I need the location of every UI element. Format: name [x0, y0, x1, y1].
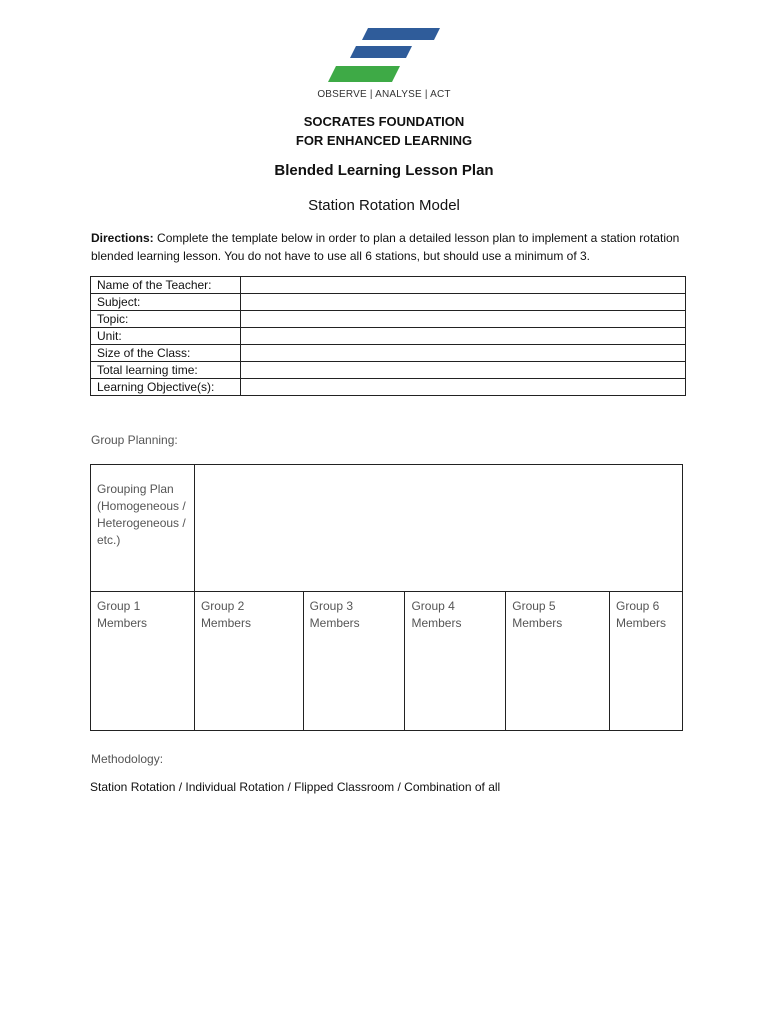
info-label-learning-time: Total learning time:	[91, 362, 241, 379]
logo-tagline: OBSERVE | ANALYSE | ACT	[317, 89, 451, 100]
group-planning-heading: Group Planning:	[91, 433, 178, 447]
directions-text: Complete the template below in order to plan a detailed lesson plan to implement a station rotation blended learning lesson. You do not have to use all 6 stations, but should use a minimum of 3.	[91, 231, 680, 263]
info-label-class-size: Size of the Class:	[91, 345, 241, 362]
logo-blue-stripe-top	[362, 28, 440, 40]
logo-green-stripe-bottom	[328, 66, 400, 82]
group-3-members-label: Group 3 Members	[309, 599, 360, 630]
info-field-subject[interactable]	[241, 294, 686, 311]
methodology-options: Station Rotation / Individual Rotation / Flipped Classroom / Combination of all	[90, 780, 501, 794]
info-field-learning-objectives[interactable]	[241, 379, 686, 396]
table-row	[91, 277, 686, 294]
logo-blue-stripe-middle	[350, 46, 412, 58]
group-6-members-label: Group 6 Members	[616, 599, 667, 630]
group-1-members-cell[interactable]	[91, 592, 195, 731]
info-field-class-size[interactable]	[241, 345, 686, 362]
info-label-subject: Subject:	[91, 294, 241, 311]
group-2-members-label: Group 2 Members	[200, 599, 251, 630]
org-name-line2: FOR ENHANCED LEARNING	[295, 133, 473, 148]
group-5-members-cell[interactable]	[506, 592, 610, 731]
table-row	[91, 362, 686, 379]
socrates-foundation-logo	[326, 26, 442, 88]
group-2-members-cell[interactable]	[194, 592, 303, 731]
info-field-unit[interactable]	[241, 328, 686, 345]
table-row	[91, 379, 686, 396]
table-row	[91, 328, 686, 345]
methodology-heading: Methodology:	[91, 752, 164, 766]
info-field-topic[interactable]	[241, 311, 686, 328]
info-label-teacher: Name of the Teacher:	[91, 277, 241, 294]
group-3-members-cell[interactable]	[303, 592, 405, 731]
grouping-plan-label	[91, 465, 195, 592]
group-6-members-cell[interactable]	[610, 592, 683, 731]
directions-label: Directions:	[91, 231, 154, 245]
directions-paragraph	[91, 229, 691, 265]
group-4-members-label: Group 4 Members	[411, 599, 462, 630]
table-row	[91, 311, 686, 328]
lesson-info-table	[90, 276, 686, 396]
document-subtitle: Station Rotation Model	[308, 197, 460, 214]
info-label-learning-objectives: Learning Objective(s):	[91, 379, 241, 396]
org-name-line1: SOCRATES FOUNDATION	[303, 114, 465, 129]
group-1-members-label: Group 1 Members	[97, 599, 148, 630]
table-row	[91, 592, 683, 731]
group-4-members-cell[interactable]	[405, 592, 506, 731]
table-row	[91, 345, 686, 362]
table-row	[91, 465, 683, 592]
info-field-teacher[interactable]	[241, 277, 686, 294]
table-row	[91, 294, 686, 311]
info-label-topic: Topic:	[91, 311, 241, 328]
grouping-plan-label-text: Grouping Plan (Homogeneous / Heterogeneous / etc.)	[97, 482, 186, 547]
group-5-members-label: Group 5 Members	[512, 599, 563, 630]
group-planning-table	[90, 464, 683, 731]
info-field-learning-time[interactable]	[241, 362, 686, 379]
grouping-plan-field[interactable]	[194, 465, 682, 592]
document-title: Blended Learning Lesson Plan	[274, 162, 494, 179]
info-label-unit: Unit:	[91, 328, 241, 345]
